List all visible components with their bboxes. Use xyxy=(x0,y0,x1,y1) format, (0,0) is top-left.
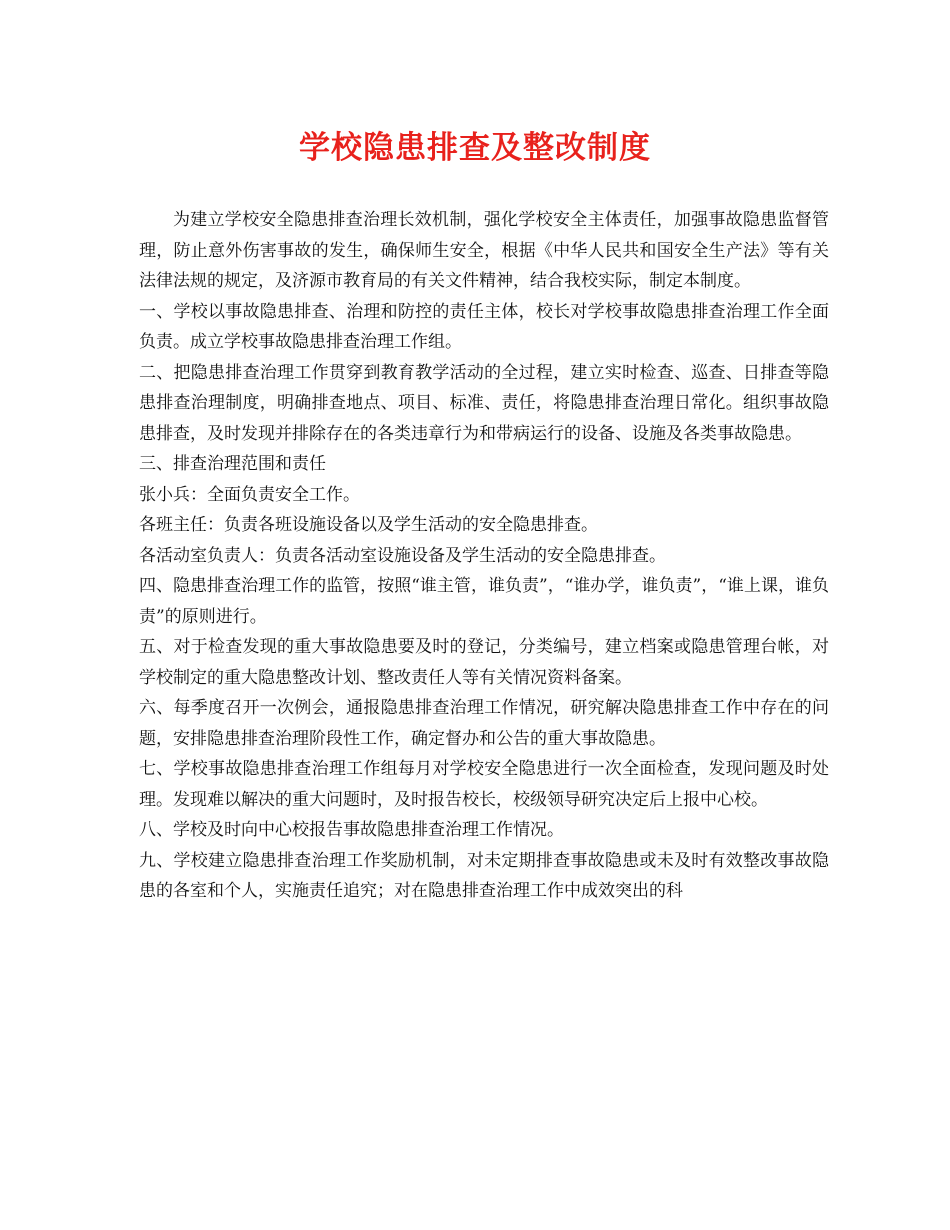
section-heading: 三、排查治理范围和责任 xyxy=(139,454,326,474)
paragraph: 一、学校以事故隐患排查、治理和防控的责任主体，校长对学校事故隐患排查治理工作全面负责。成立学校事故隐患排查治理工作组。 xyxy=(139,301,829,352)
page-title: 学校隐患排查及整改制度 xyxy=(299,130,651,166)
responsibility-item: 各活动室负责人：负责各活动室设施设备及学生活动的安全隐患排查。 xyxy=(139,545,666,566)
paragraph: 四、隐患排查治理工作的监管，按照“谁主管，谁负责”，“谁办学，谁负责”，“谁上课，谁负责”的原则进行。 xyxy=(139,576,829,627)
responsibility-item: 张小兵：全面负责安全工作。 xyxy=(139,484,360,505)
paragraph: 九、学校建立隐患排查治理工作奖励机制，对未定期排查事故隐患或未及时有效整改事故隐患的各室和个人，实施责任追究；对在隐患排查治理工作中成效突出的科 xyxy=(139,850,829,901)
responsibility-item: 各班主任：负责各班设施设备以及学生活动的安全隐患排查。 xyxy=(139,515,598,535)
paragraph: 为建立学校安全隐患排查治理长效机制，强化学校安全主体责任，加强事故隐患监督管理，防止意外伤害事故的发生，确保师生安全，根据《中华人民共和国安全生产法》等有关法律法规的规定，及济源市教育局的有关文件精神，结合我校实际，制定本制度。 xyxy=(139,210,829,291)
paragraph: 六、每季度召开一次例会，通报隐患排查治理工作情况，研究解决隐患排查工作中存在的问题，安排隐患排查治理阶段性工作，确定督办和公告的重大事故隐患。 xyxy=(139,698,829,749)
paragraph: 八、学校及时向中心校报告事故隐患排查治理工作情况。 xyxy=(139,820,564,840)
paragraph: 五、对于检查发现的重大事故隐患要及时的登记，分类编号，建立档案或隐患管理台帐，对学校制定的重大隐患整改计划、整改责任人等有关情况资料备案。 xyxy=(139,637,829,688)
document-body xyxy=(139,205,829,907)
paragraph: 七、学校事故隐患排查治理工作组每月对学校安全隐患进行一次全面检查，发现问题及时处理。发现难以解决的重大问题时，及时报告校长，校级领导研究决定后上报中心校。 xyxy=(139,759,829,810)
paragraph: 二、把隐患排查治理工作贯穿到教育教学活动的全过程，建立实时检查、巡查、日排查等隐患排查治理制度，明确排查地点、项目、标准、责任，将隐患排查治理日常化。组织事故隐患排查，及时发现并排除存在的各类违章行为和带病运行的设备、设施及各类事故隐患。 xyxy=(139,362,829,444)
